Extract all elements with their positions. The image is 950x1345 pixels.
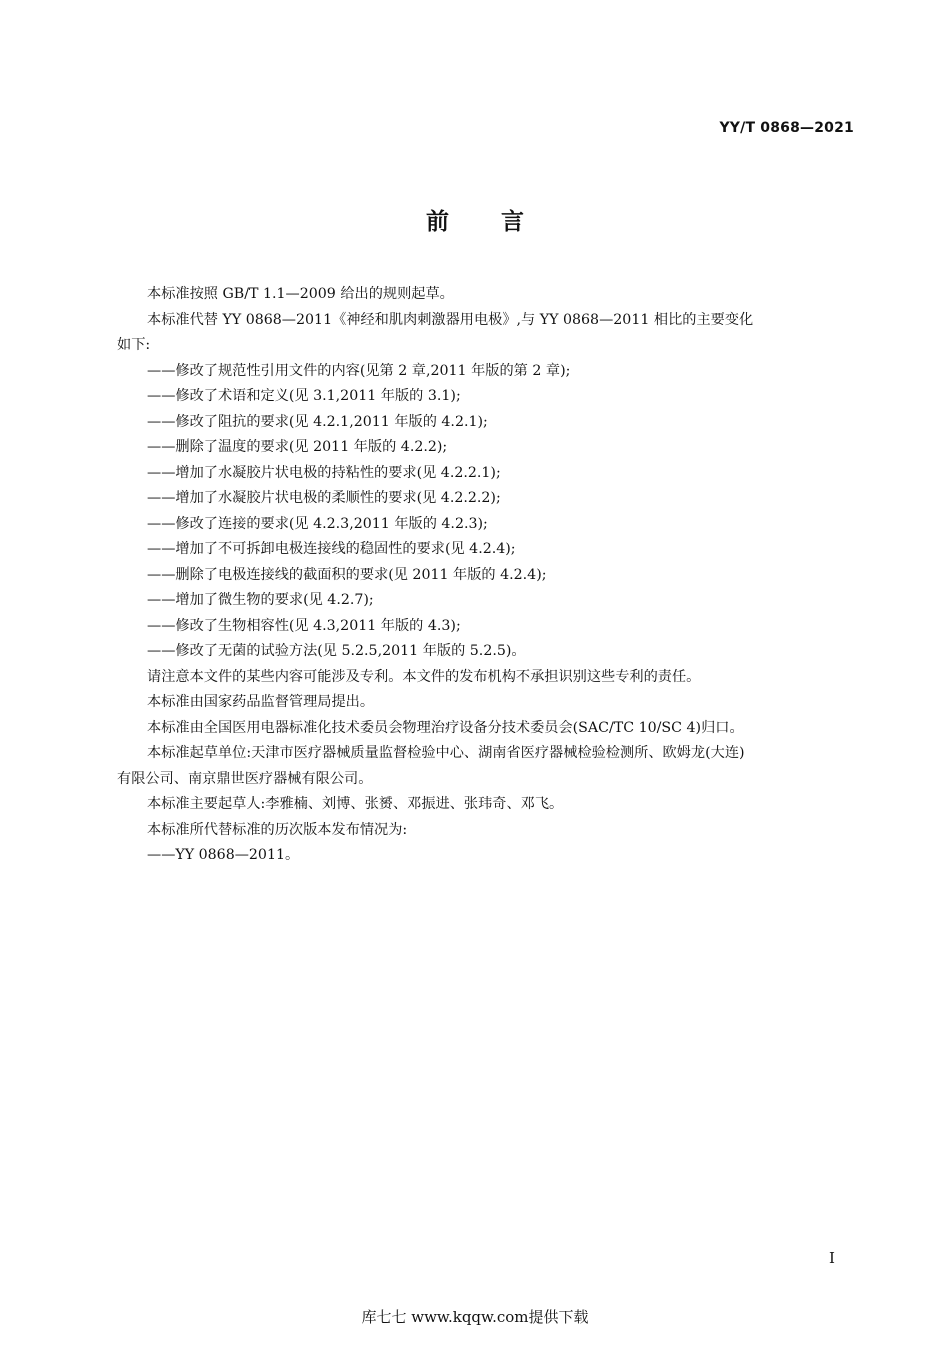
history-item: ——YY 0868—2011。 bbox=[147, 847, 300, 863]
change-item: ——删除了温度的要求(见 2011 年版的 4.2.2); bbox=[147, 439, 448, 455]
replaces-paragraph-line-1: 本标准代替 YY 0868—2011《神经和肌肉刺激器用电极》,与 YY 0868—2011 相比的主要变化 bbox=[147, 311, 754, 328]
change-item: ——增加了不可拆卸电极连接线的稳固性的要求(见 4.2.4); bbox=[147, 541, 516, 557]
standard-number: YY/T 0868—2021 bbox=[719, 120, 854, 136]
change-item: ——修改了术语和定义(见 3.1,2011 年版的 3.1); bbox=[147, 388, 461, 404]
title-char-2: 言 bbox=[501, 209, 524, 235]
drafting-units-line-1: 本标准起草单位:天津市医疗器械质量监督检验中心、湖南省医疗器械检验检测所、欧姆龙(大连) bbox=[147, 745, 745, 761]
change-item: ——增加了水凝胶片状电极的持粘性的要求(见 4.2.2.1); bbox=[147, 464, 501, 481]
change-item: ——修改了无菌的试验方法(见 5.2.5,2011 年版的 5.2.5)。 bbox=[147, 643, 526, 659]
page-title bbox=[0, 203, 950, 236]
download-watermark: 库七七 www.kqqw.com提供下载 bbox=[361, 1308, 589, 1326]
managed-by: 本标准由全国医用电器标准化技术委员会物理治疗设备分技术委员会(SAC/TC 10/SC 4)归口。 bbox=[147, 719, 744, 736]
drafting-rules-paragraph: 本标准按照 GB/T 1.1—2009 给出的规则起草。 bbox=[147, 286, 454, 302]
foreword-body bbox=[117, 282, 857, 869]
page-number: I bbox=[829, 1249, 835, 1267]
drafters: 本标准主要起草人:李雅楠、刘博、张赟、邓振进、张玮奇、邓飞。 bbox=[147, 796, 564, 812]
change-item: ——修改了阻抗的要求(见 4.2.1,2011 年版的 4.2.1); bbox=[147, 413, 488, 430]
change-item: ——增加了微生物的要求(见 4.2.7); bbox=[147, 592, 374, 608]
replaces-paragraph-line-2: 如下: bbox=[117, 337, 151, 353]
change-item: ——增加了水凝胶片状电极的柔顺性的要求(见 4.2.2.2); bbox=[147, 490, 501, 506]
patent-notice: 请注意本文件的某些内容可能涉及专利。本文件的发布机构不承担识别这些专利的责任。 bbox=[147, 668, 701, 685]
drafting-units-line-2: 有限公司、南京鼎世医疗器械有限公司。 bbox=[117, 770, 373, 787]
change-item: ——修改了生物相容性(见 4.3,2011 年版的 4.3); bbox=[147, 617, 461, 634]
change-item: ——删除了电极连接线的截面积的要求(见 2011 年版的 4.2.4); bbox=[147, 566, 547, 583]
change-item: ——修改了连接的要求(见 4.2.3,2011 年版的 4.2.3); bbox=[147, 515, 488, 532]
history-intro: 本标准所代替标准的历次版本发布情况为: bbox=[147, 821, 408, 838]
proposed-by: 本标准由国家药品监督管理局提出。 bbox=[147, 694, 375, 710]
change-item: ——修改了规范性引用文件的内容(见第 2 章,2011 年版的第 2 章); bbox=[147, 362, 571, 379]
title-char-1: 前 bbox=[426, 209, 449, 235]
